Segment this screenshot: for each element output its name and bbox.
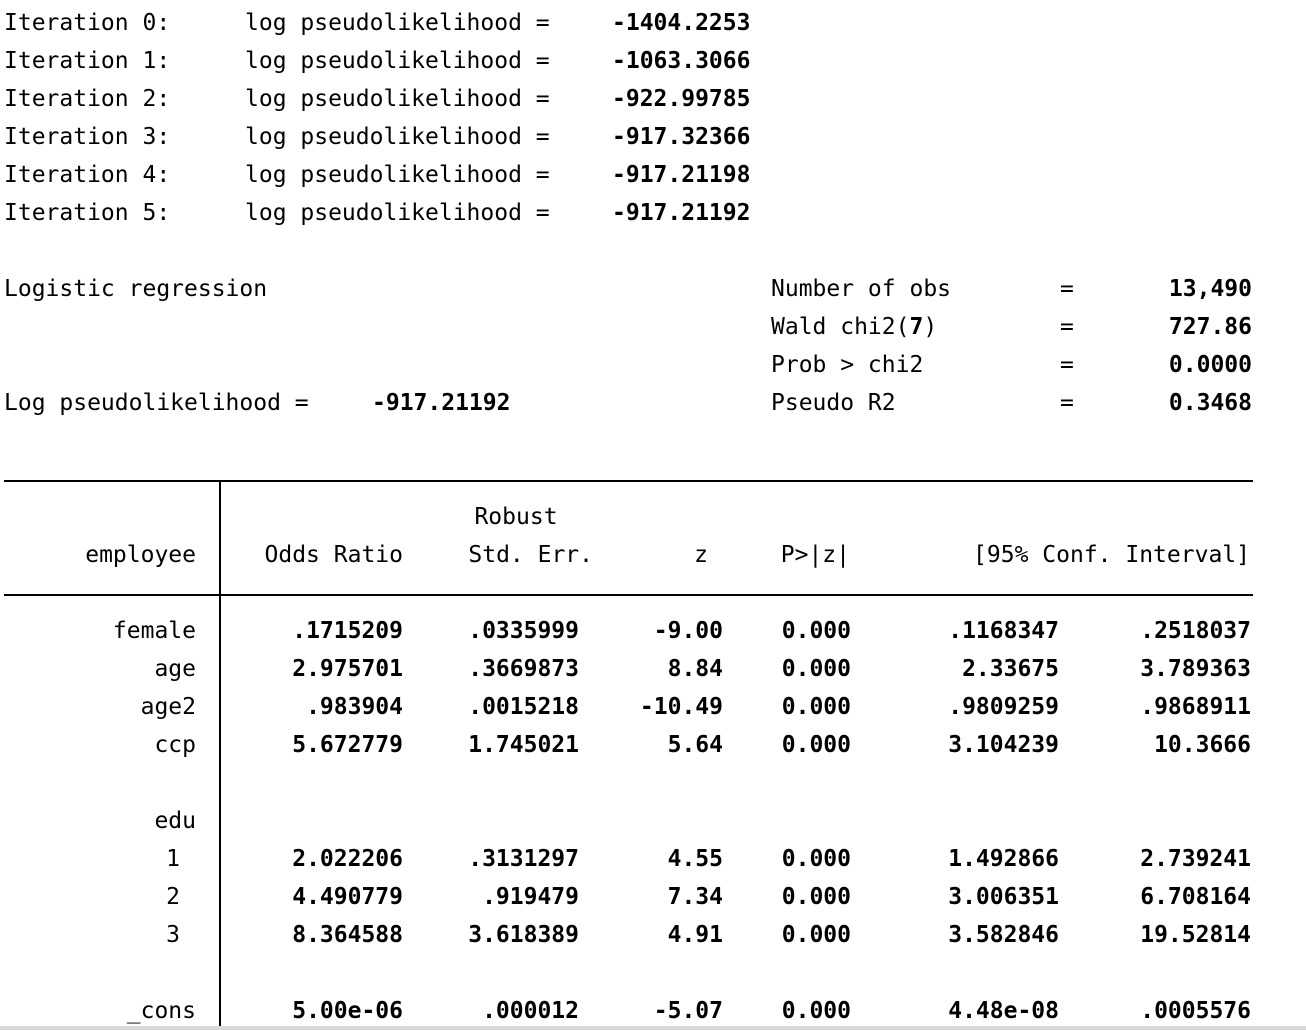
iteration-desc: log pseudolikelihood = — [245, 48, 550, 74]
header-employee: employee — [85, 542, 196, 568]
stat-eq: = — [1060, 352, 1074, 378]
iteration-value: -917.21192 — [612, 200, 751, 226]
cell-ci-low: 4.48e-08 — [948, 998, 1059, 1024]
cell-odds-ratio: 2.975701 — [292, 656, 403, 682]
cell-ci-high: 2.739241 — [1140, 846, 1251, 872]
stat-eq: = — [1060, 276, 1074, 302]
cell-pvalue: 0.000 — [781, 618, 851, 644]
cell-odds-ratio: 4.490779 — [292, 884, 403, 910]
iteration-value: -922.99785 — [612, 86, 751, 112]
cell-z: 7.34 — [667, 884, 723, 910]
model-title: Logistic regression — [4, 276, 268, 302]
stat-label: Pseudo R2 — [771, 390, 896, 416]
cell-ci-low: 1.492866 — [948, 846, 1059, 872]
cell-odds-ratio: .983904 — [306, 694, 403, 720]
stat-value: 0.0000 — [1168, 352, 1252, 378]
cell-z: 8.84 — [667, 656, 723, 682]
cell-std-err: .0335999 — [468, 618, 579, 644]
cell-z: -9.00 — [653, 618, 723, 644]
cell-ci-high: 6.708164 — [1140, 884, 1251, 910]
cell-odds-ratio: 5.00e-06 — [292, 998, 403, 1024]
cell-z: 4.91 — [667, 922, 723, 948]
loglik-value: -917.21192 — [372, 390, 511, 416]
cell-ci-high: 10.3666 — [1154, 732, 1251, 758]
iteration-value: -1063.3066 — [612, 48, 751, 74]
cell-pvalue: 0.000 — [781, 732, 851, 758]
iteration-desc: log pseudolikelihood = — [245, 124, 550, 150]
iteration-label: Iteration 1: — [4, 48, 171, 74]
cell-pvalue: 0.000 — [781, 694, 851, 720]
iteration-desc: log pseudolikelihood = — [245, 86, 550, 112]
iteration-label: Iteration 2: — [4, 86, 171, 112]
cell-ci-high: .0005576 — [1140, 998, 1251, 1024]
row-label: _cons — [126, 998, 196, 1024]
cell-std-err: .000012 — [482, 998, 579, 1024]
cell-std-err: 3.618389 — [468, 922, 579, 948]
table-header-rule — [4, 594, 1253, 596]
cell-pvalue: 0.000 — [781, 846, 851, 872]
row-label: 2 — [166, 884, 180, 910]
cell-z: -5.07 — [653, 998, 723, 1024]
stat-value: 13,490 — [1168, 276, 1252, 302]
iteration-label: Iteration 0: — [4, 10, 171, 36]
iteration-desc: log pseudolikelihood = — [245, 10, 550, 36]
table-vertical-rule — [219, 481, 221, 1028]
iteration-desc: log pseudolikelihood = — [245, 200, 550, 226]
iteration-value: -917.32366 — [612, 124, 751, 150]
cell-pvalue: 0.000 — [781, 998, 851, 1024]
header-std-err: Std. Err. — [468, 542, 593, 568]
iteration-value: -917.21198 — [612, 162, 751, 188]
cell-z: 4.55 — [667, 846, 723, 872]
row-label: ccp — [154, 732, 196, 758]
stat-label: Prob > chi2 — [771, 352, 924, 378]
row-label: 3 — [166, 922, 180, 948]
stat-value: 727.86 — [1168, 314, 1252, 340]
factor-label: edu — [154, 808, 196, 834]
iteration-value: -1404.2253 — [612, 10, 751, 36]
cell-std-err: .0015218 — [468, 694, 579, 720]
cell-odds-ratio: 5.672779 — [292, 732, 403, 758]
cell-std-err: .919479 — [482, 884, 579, 910]
cell-odds-ratio: .1715209 — [292, 618, 403, 644]
iteration-label: Iteration 4: — [4, 162, 171, 188]
cell-ci-high: .2518037 — [1140, 618, 1251, 644]
cell-std-err: 1.745021 — [468, 732, 579, 758]
cell-odds-ratio: 8.364588 — [292, 922, 403, 948]
row-label: age — [154, 656, 196, 682]
cell-ci-high: .9868911 — [1140, 694, 1251, 720]
row-label: female — [112, 618, 196, 644]
header-conf-interval: [95% Conf. Interval] — [973, 542, 1250, 568]
cell-pvalue: 0.000 — [781, 884, 851, 910]
stat-label: Wald chi2(7) — [771, 314, 938, 340]
iteration-desc: log pseudolikelihood = — [245, 162, 550, 188]
cell-std-err: .3131297 — [468, 846, 579, 872]
iteration-label: Iteration 3: — [4, 124, 171, 150]
stat-label: Number of obs — [771, 276, 952, 302]
row-label: age2 — [140, 694, 196, 720]
stat-eq: = — [1060, 314, 1074, 340]
cell-ci-low: .9809259 — [948, 694, 1059, 720]
cell-pvalue: 0.000 — [781, 656, 851, 682]
cell-z: 5.64 — [667, 732, 723, 758]
cell-ci-high: 19.52814 — [1140, 922, 1251, 948]
table-top-rule — [4, 480, 1253, 482]
stat-eq: = — [1060, 390, 1074, 416]
cell-ci-low: 3.582846 — [948, 922, 1059, 948]
cell-std-err: .3669873 — [468, 656, 579, 682]
window-bottom-edge — [0, 1026, 1306, 1030]
cell-ci-low: 3.104239 — [948, 732, 1059, 758]
cell-ci-low: .1168347 — [948, 618, 1059, 644]
iteration-label: Iteration 5: — [4, 200, 171, 226]
cell-ci-high: 3.789363 — [1140, 656, 1251, 682]
row-label: 1 — [166, 846, 180, 872]
cell-z: -10.49 — [639, 694, 723, 720]
header-robust: Robust — [474, 504, 558, 530]
header-pvalue: P>|z| — [780, 542, 850, 568]
cell-pvalue: 0.000 — [781, 922, 851, 948]
loglik-label: Log pseudolikelihood = — [4, 390, 309, 416]
cell-ci-low: 2.33675 — [962, 656, 1059, 682]
stat-value: 0.3468 — [1168, 390, 1252, 416]
cell-odds-ratio: 2.022206 — [292, 846, 403, 872]
cell-ci-low: 3.006351 — [948, 884, 1059, 910]
header-odds-ratio: Odds Ratio — [264, 542, 403, 568]
header-z: z — [694, 542, 708, 568]
